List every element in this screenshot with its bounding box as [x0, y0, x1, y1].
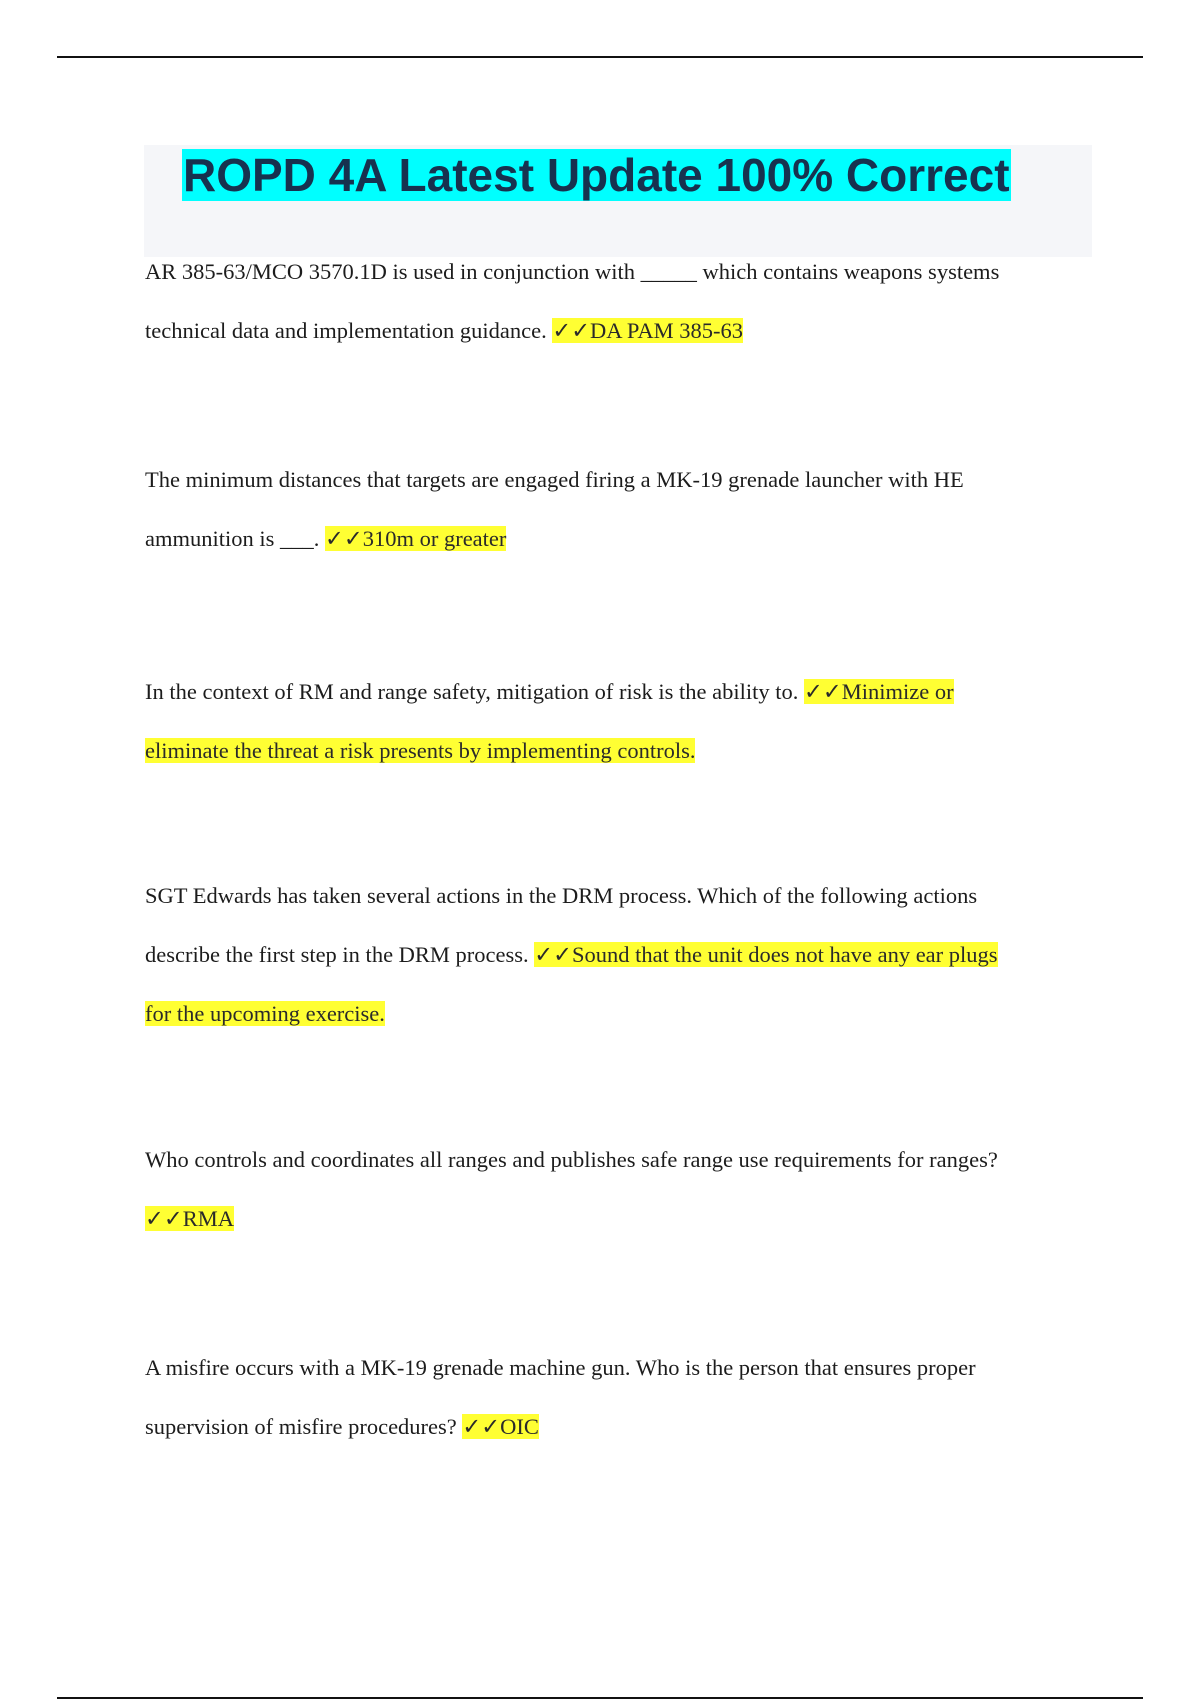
question-text-continued — [145, 509, 1085, 568]
answer-highlight: ✓✓310m or greater — [325, 526, 507, 551]
question-text: technical data and implementation guidance. — [145, 318, 553, 343]
question-2 — [145, 450, 1085, 568]
question-4 — [145, 866, 1085, 1043]
question-1 — [145, 242, 1085, 360]
answer-highlight: ✓✓DA PAM 385-63 — [552, 318, 744, 343]
question-text: ammunition is ___. — [145, 526, 325, 551]
answer-line — [145, 1189, 1085, 1248]
question-6 — [145, 1338, 1085, 1456]
answer-highlight: ✓✓Minimize or — [804, 679, 954, 704]
answer-line — [145, 984, 1085, 1043]
question-text: supervision of misfire procedures? — [145, 1414, 463, 1439]
answer-highlight: ✓✓Sound that the unit does not have any ear plugs — [534, 942, 998, 967]
question-text: The minimum distances that targets are engaged firing a MK-19 grenade launcher with HE — [145, 467, 964, 492]
question-text: In the context of RM and range safety, mitigation of risk is the ability to. — [145, 679, 805, 704]
question-text: describe the first step in the DRM process. — [145, 942, 535, 967]
question-text: A misfire occurs with a MK-19 grenade machine gun. Who is the person that ensures proper — [145, 1355, 976, 1380]
question-text: SGT Edwards has taken several actions in the DRM process. Which of the following actions — [145, 883, 978, 908]
question-text-continued — [145, 925, 1085, 984]
answer-highlight: for the upcoming exercise. — [145, 1001, 385, 1026]
question-text-continued — [145, 301, 1085, 360]
answer-highlight: ✓✓RMA — [145, 1206, 234, 1231]
footer-rule — [57, 1697, 1143, 1699]
answer-highlight: eliminate the threat a risk presents by implementing controls. — [145, 738, 696, 763]
question-text: AR 385-63/MCO 3570.1D is used in conjunction with _____ which contains weapons systems — [145, 259, 1000, 284]
header-rule — [57, 56, 1143, 58]
question-5 — [145, 1130, 1085, 1248]
answer-highlight: ✓✓OIC — [462, 1414, 539, 1439]
question-text-continued — [145, 1397, 1085, 1456]
question-text-line — [145, 662, 1085, 721]
document-title: ROPD 4A Latest Update 100% Correct — [183, 149, 1010, 201]
question-3 — [145, 662, 1085, 780]
answer-line — [145, 721, 1085, 780]
title-block — [144, 145, 1092, 257]
question-text: Who controls and coordinates all ranges and publishes safe range use requirements for ranges? — [145, 1147, 998, 1172]
